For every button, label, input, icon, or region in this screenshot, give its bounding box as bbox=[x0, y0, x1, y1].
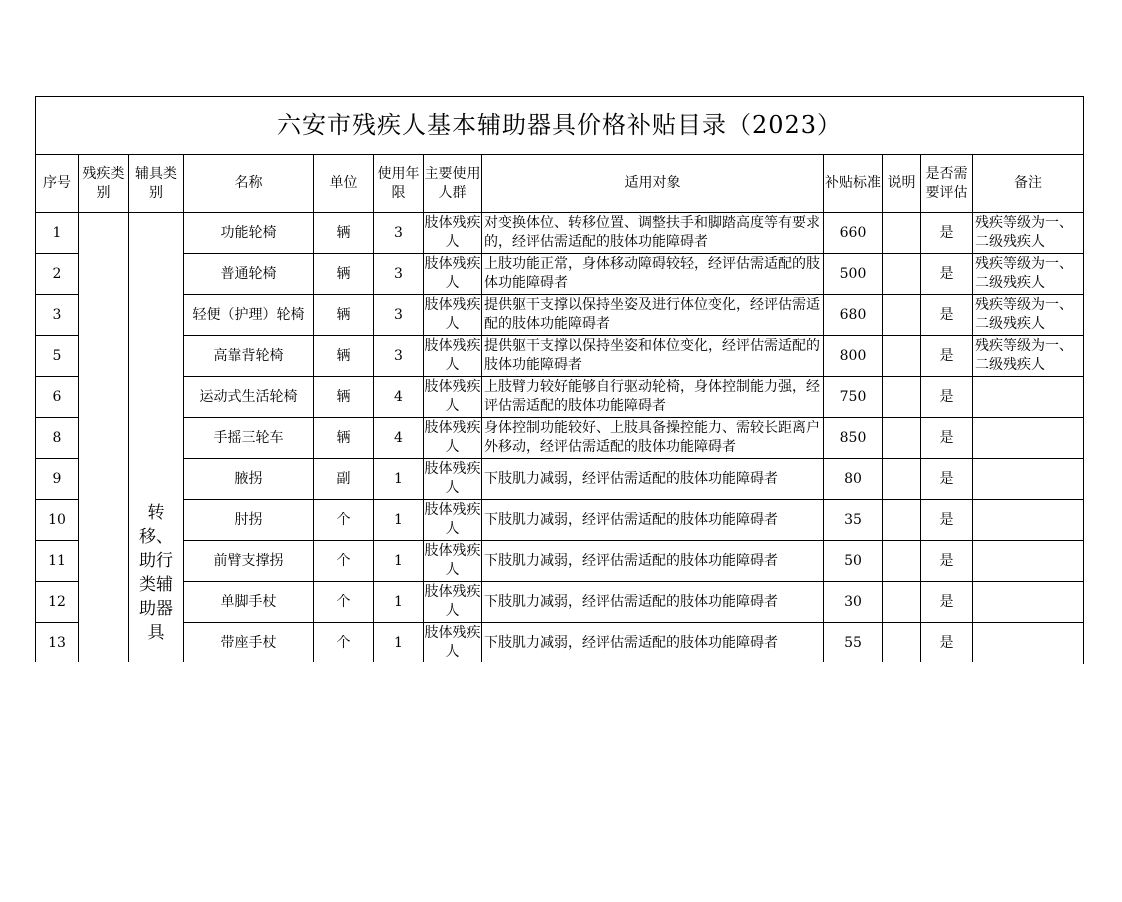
row-no: 9 bbox=[36, 459, 79, 500]
row-no: 13 bbox=[36, 623, 79, 664]
header-note: 说明 bbox=[883, 155, 921, 213]
row-name: 高靠背轮椅 bbox=[184, 336, 314, 377]
row-assess: 是 bbox=[921, 500, 973, 541]
row-target: 下肢肌力减弱，经评估需适配的肢体功能障碍者 bbox=[482, 500, 824, 541]
row-target: 下肢肌力减弱，经评估需适配的肢体功能障碍者 bbox=[482, 623, 824, 664]
page-blank-area bbox=[35, 662, 1083, 902]
row-subsidy: 50 bbox=[824, 541, 883, 582]
row-target: 下肢肌力减弱，经评估需适配的肢体功能障碍者 bbox=[482, 582, 824, 623]
row-assess: 是 bbox=[921, 295, 973, 336]
row-target: 下肢肌力减弱，经评估需适配的肢体功能障碍者 bbox=[482, 459, 824, 500]
row-note bbox=[883, 459, 921, 500]
row-group: 肢体残疾人 bbox=[424, 623, 482, 664]
table-row bbox=[36, 541, 1084, 582]
table-row bbox=[36, 582, 1084, 623]
row-group: 肢体残疾人 bbox=[424, 336, 482, 377]
row-subsidy: 30 bbox=[824, 582, 883, 623]
row-remark bbox=[973, 582, 1084, 623]
row-remark bbox=[973, 459, 1084, 500]
row-remark bbox=[973, 377, 1084, 418]
row-group: 肢体残疾人 bbox=[424, 295, 482, 336]
row-remark: 残疾等级为一、二级残疾人 bbox=[973, 213, 1084, 254]
header-target: 适用对象 bbox=[482, 155, 824, 213]
row-assess: 是 bbox=[921, 418, 973, 459]
row-name: 轻便（护理）轮椅 bbox=[184, 295, 314, 336]
row-assess: 是 bbox=[921, 254, 973, 295]
row-target: 提供躯干支撑以保持坐姿和体位变化，经评估需适配的肢体功能障碍者 bbox=[482, 336, 824, 377]
row-assess: 是 bbox=[921, 582, 973, 623]
row-no: 11 bbox=[36, 541, 79, 582]
row-unit: 个 bbox=[314, 500, 374, 541]
row-no: 6 bbox=[36, 377, 79, 418]
row-name: 单脚手杖 bbox=[184, 582, 314, 623]
table-row bbox=[36, 336, 1084, 377]
row-remark bbox=[973, 623, 1084, 664]
row-group: 肢体残疾人 bbox=[424, 459, 482, 500]
row-name: 手摇三轮车 bbox=[184, 418, 314, 459]
row-remark: 残疾等级为一、二级残疾人 bbox=[973, 295, 1084, 336]
row-name: 带座手杖 bbox=[184, 623, 314, 664]
row-years: 1 bbox=[374, 623, 424, 664]
row-unit: 辆 bbox=[314, 213, 374, 254]
row-target: 对变换体位、转移位置、调整扶手和脚踏高度等有要求的，经评估需适配的肢体功能障碍者 bbox=[482, 213, 824, 254]
row-years: 4 bbox=[374, 418, 424, 459]
table-row bbox=[36, 623, 1084, 664]
row-name: 运动式生活轮椅 bbox=[184, 377, 314, 418]
row-target: 上肢功能正常，身体移动障碍较轻，经评估需适配的肢体功能障碍者 bbox=[482, 254, 824, 295]
row-years: 3 bbox=[374, 254, 424, 295]
header-name: 名称 bbox=[184, 155, 314, 213]
row-target: 提供躯干支撑以保持坐姿及进行体位变化，经评估需适配的肢体功能障碍者 bbox=[482, 295, 824, 336]
row-name: 肘拐 bbox=[184, 500, 314, 541]
row-name: 前臂支撑拐 bbox=[184, 541, 314, 582]
row-remark bbox=[973, 500, 1084, 541]
row-assess: 是 bbox=[921, 541, 973, 582]
row-group: 肢体残疾人 bbox=[424, 500, 482, 541]
header-subsidy: 补贴标准 bbox=[824, 155, 883, 213]
row-note bbox=[883, 336, 921, 377]
row-years: 3 bbox=[374, 336, 424, 377]
row-years: 1 bbox=[374, 582, 424, 623]
row-no: 10 bbox=[36, 500, 79, 541]
table-row bbox=[36, 459, 1084, 500]
row-note bbox=[883, 295, 921, 336]
header-aid-type: 辅具类别 bbox=[129, 155, 184, 213]
row-assess: 是 bbox=[921, 213, 973, 254]
table-row bbox=[36, 377, 1084, 418]
row-subsidy: 80 bbox=[824, 459, 883, 500]
row-unit: 副 bbox=[314, 459, 374, 500]
row-group: 肢体残疾人 bbox=[424, 582, 482, 623]
row-group: 肢体残疾人 bbox=[424, 418, 482, 459]
row-remark bbox=[973, 418, 1084, 459]
row-unit: 个 bbox=[314, 541, 374, 582]
aid-category-cell bbox=[129, 213, 184, 664]
subsidy-table bbox=[35, 96, 1084, 664]
row-note bbox=[883, 254, 921, 295]
row-name: 腋拐 bbox=[184, 459, 314, 500]
row-remark: 残疾等级为一、二级残疾人 bbox=[973, 254, 1084, 295]
row-subsidy: 35 bbox=[824, 500, 883, 541]
row-note bbox=[883, 500, 921, 541]
disability-type-cell bbox=[79, 213, 129, 664]
header-remark: 备注 bbox=[973, 155, 1084, 213]
header-group: 主要使用人群 bbox=[424, 155, 482, 213]
row-unit: 个 bbox=[314, 623, 374, 664]
table-row bbox=[36, 254, 1084, 295]
table-row bbox=[36, 213, 1084, 254]
row-no: 2 bbox=[36, 254, 79, 295]
row-subsidy: 680 bbox=[824, 295, 883, 336]
row-assess: 是 bbox=[921, 377, 973, 418]
row-unit: 个 bbox=[314, 582, 374, 623]
row-target: 下肢肌力减弱，经评估需适配的肢体功能障碍者 bbox=[482, 541, 824, 582]
row-years: 3 bbox=[374, 213, 424, 254]
row-years: 1 bbox=[374, 500, 424, 541]
table-row bbox=[36, 295, 1084, 336]
page-title: 六安市残疾人基本辅助器具价格补贴目录（2023） bbox=[36, 97, 1084, 155]
table-row bbox=[36, 418, 1084, 459]
row-group: 肢体残疾人 bbox=[424, 377, 482, 418]
row-subsidy: 660 bbox=[824, 213, 883, 254]
row-name: 功能轮椅 bbox=[184, 213, 314, 254]
header-unit: 单位 bbox=[314, 155, 374, 213]
row-assess: 是 bbox=[921, 459, 973, 500]
table-row bbox=[36, 500, 1084, 541]
row-note bbox=[883, 377, 921, 418]
aid-category-label: 转移、助行类辅助器具 bbox=[139, 503, 173, 643]
row-no: 12 bbox=[36, 582, 79, 623]
row-unit: 辆 bbox=[314, 254, 374, 295]
row-target: 上肢臂力较好能够自行驱动轮椅，身体控制能力强，经评估需适配的肢体功能障碍者 bbox=[482, 377, 824, 418]
row-group: 肢体残疾人 bbox=[424, 254, 482, 295]
catalog-sheet bbox=[35, 96, 1083, 664]
row-target: 身体控制功能较好、上肢具备操控能力、需较长距离户外移动，经评估需适配的肢体功能障碍者 bbox=[482, 418, 824, 459]
row-note bbox=[883, 418, 921, 459]
row-years: 3 bbox=[374, 295, 424, 336]
row-remark bbox=[973, 541, 1084, 582]
header-assess: 是否需要评估 bbox=[921, 155, 973, 213]
row-subsidy: 750 bbox=[824, 377, 883, 418]
row-note bbox=[883, 541, 921, 582]
header-years: 使用年限 bbox=[374, 155, 424, 213]
row-assess: 是 bbox=[921, 336, 973, 377]
header-no: 序号 bbox=[36, 155, 79, 213]
row-group: 肢体残疾人 bbox=[424, 213, 482, 254]
row-years: 1 bbox=[374, 459, 424, 500]
row-unit: 辆 bbox=[314, 295, 374, 336]
row-assess: 是 bbox=[921, 623, 973, 664]
row-no: 3 bbox=[36, 295, 79, 336]
row-unit: 辆 bbox=[314, 377, 374, 418]
row-subsidy: 500 bbox=[824, 254, 883, 295]
row-years: 4 bbox=[374, 377, 424, 418]
row-no: 8 bbox=[36, 418, 79, 459]
row-note bbox=[883, 623, 921, 664]
header-disability-type: 残疾类别 bbox=[79, 155, 129, 213]
row-unit: 辆 bbox=[314, 418, 374, 459]
row-subsidy: 55 bbox=[824, 623, 883, 664]
row-no: 1 bbox=[36, 213, 79, 254]
row-years: 1 bbox=[374, 541, 424, 582]
row-subsidy: 800 bbox=[824, 336, 883, 377]
row-note bbox=[883, 582, 921, 623]
row-no: 5 bbox=[36, 336, 79, 377]
row-note bbox=[883, 213, 921, 254]
header-row bbox=[36, 155, 1084, 213]
row-group: 肢体残疾人 bbox=[424, 541, 482, 582]
row-subsidy: 850 bbox=[824, 418, 883, 459]
row-unit: 辆 bbox=[314, 336, 374, 377]
row-name: 普通轮椅 bbox=[184, 254, 314, 295]
row-remark: 残疾等级为一、二级残疾人 bbox=[973, 336, 1084, 377]
